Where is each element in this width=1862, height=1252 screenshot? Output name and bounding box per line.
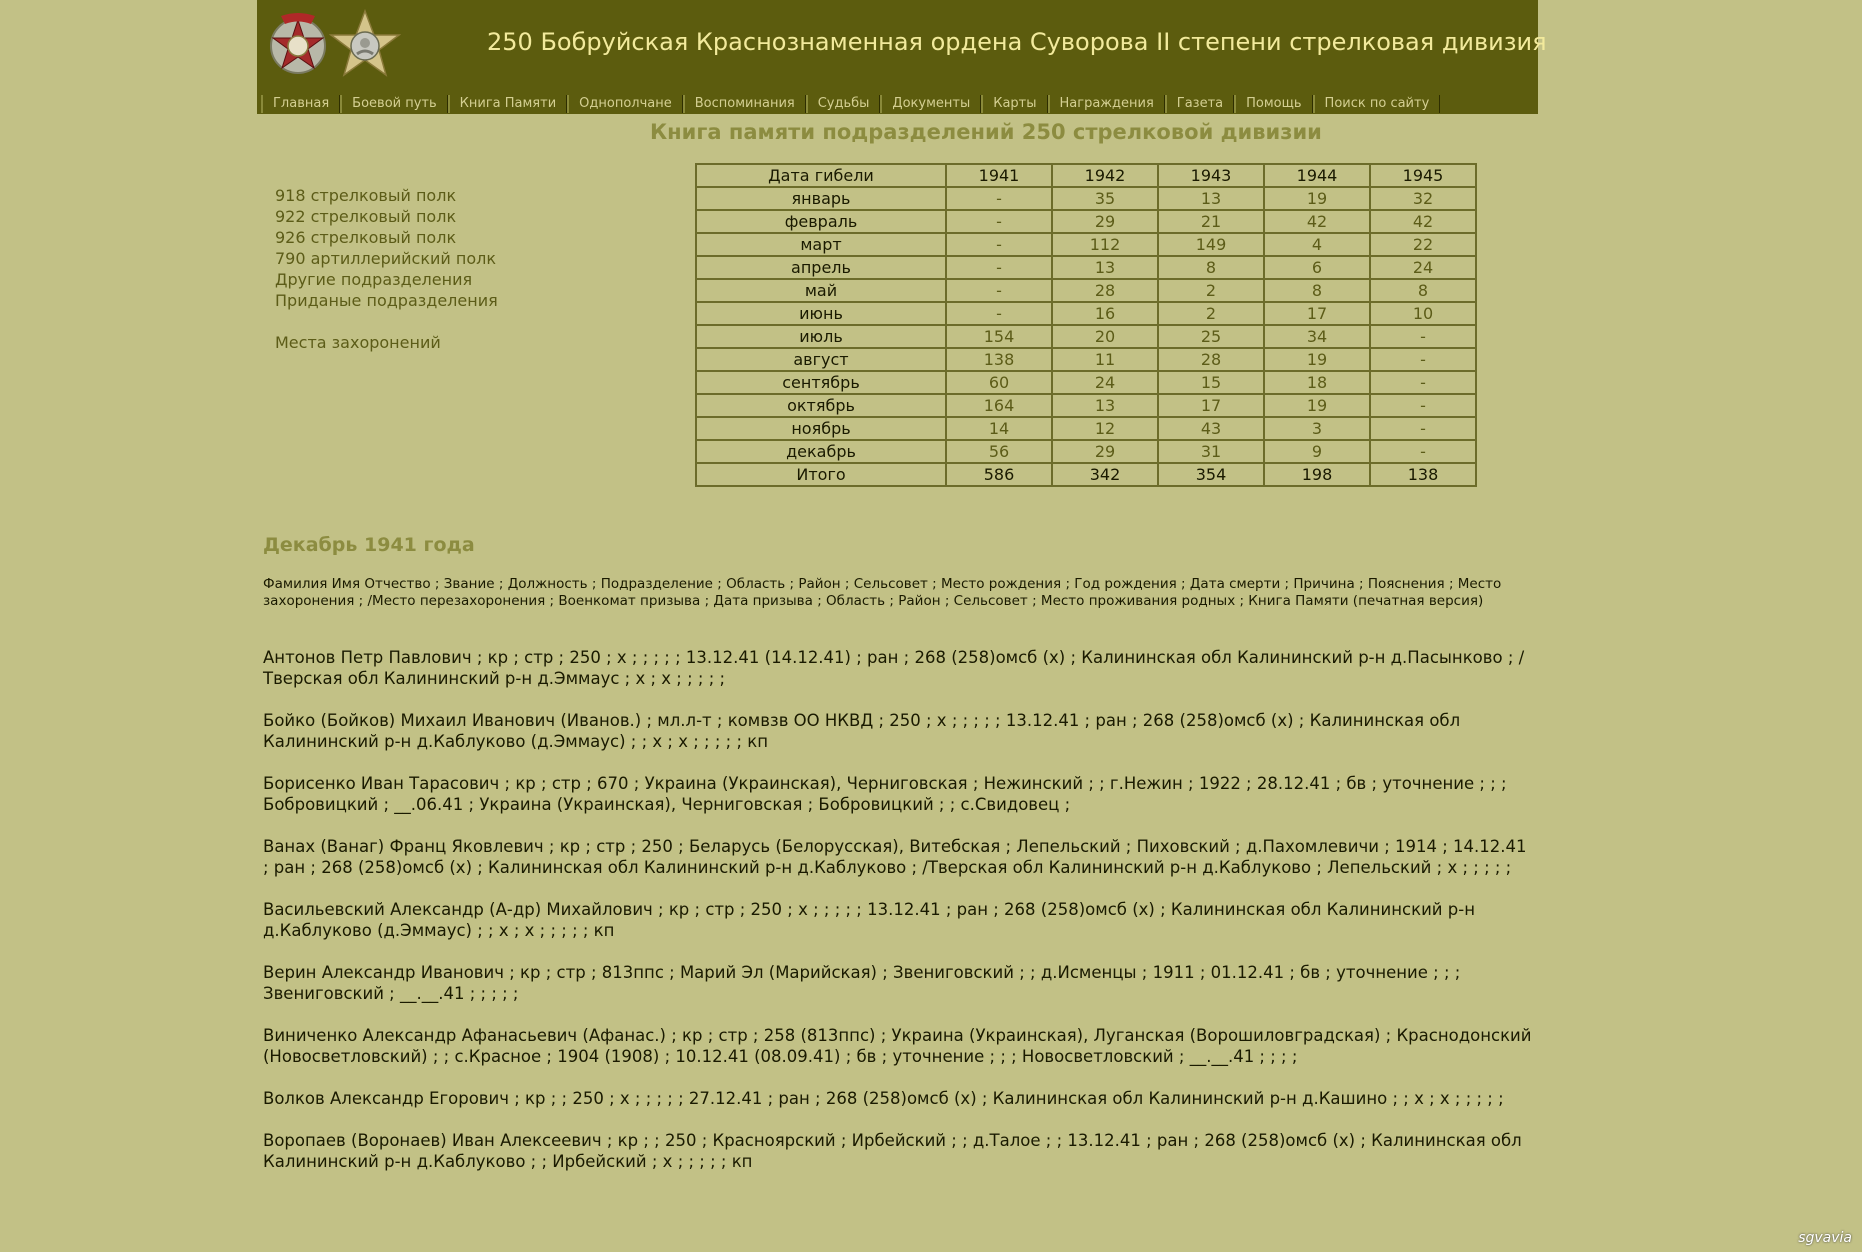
nav-fates[interactable]: Судьбы [806, 95, 881, 113]
table-row [696, 394, 1476, 417]
loss-count-cell: 31 [1158, 440, 1264, 463]
loss-count-cell: 8 [1264, 279, 1370, 302]
table-body [696, 187, 1476, 486]
month-cell: ноябрь [696, 417, 946, 440]
record-entry: Ванах (Ванаг) Франц Яковлевич ; кр ; стр ; 250 ; Беларусь (Белорусская), Витебская ; Лепельский ; Пиховский ; д.Пахомлевичи ; 1914 ; 14.12.41 ; ран ; 268 (258)омсб (х) ; Калининская обл Калининский р-н д.Каблуково ; /Тверская обл Калининский р-н д.Каблуково ; Лепельский ; х ; ; ; ; ; [263, 837, 1527, 877]
sidebar-spacer [275, 311, 498, 332]
loss-count-cell: 42 [1264, 210, 1370, 233]
loss-count-cell: 149 [1158, 233, 1264, 256]
loss-count-cell: 35 [1052, 187, 1158, 210]
table-header-row [696, 164, 1476, 187]
loss-count-cell: 19 [1264, 394, 1370, 417]
section-heading: Декабрь 1941 года [263, 534, 475, 556]
loss-count-cell: 19 [1264, 348, 1370, 371]
loss-count-cell: 17 [1158, 394, 1264, 417]
loss-count-cell: - [1370, 394, 1476, 417]
loss-count-cell: 2 [1158, 279, 1264, 302]
total-label: Итого [696, 463, 946, 486]
nav-memoirs[interactable]: Воспоминания [683, 95, 806, 113]
record-entry: Волков Александр Егорович ; кр ; ; 250 ; х ; ; ; ; ; 27.12.41 ; ран ; 268 (258)омсб (х) ; Калининская обл Калининский р-н д.Кашино ; ; х ; х ; ; ; ; ; [263, 1089, 1504, 1108]
sidebar-item-other-units[interactable]: Другие подразделения [275, 270, 473, 289]
loss-count-cell: - [1370, 325, 1476, 348]
loss-count-cell: 29 [1052, 210, 1158, 233]
loss-count-cell: 32 [1370, 187, 1476, 210]
sidebar-item-926-regiment[interactable]: 926 стрелковый полк [275, 228, 457, 247]
record-entry: Верин Александр Иванович ; кр ; стр ; 813ппс ; Марий Эл (Марийская) ; Звениговский ; ; д.Исменцы ; 1911 ; 01.12.41 ; бв ; уточнение ; ; ; Звениговский ; __.__.41 ; ; ; ; ; [263, 963, 1461, 1003]
loss-count-cell: - [946, 256, 1052, 279]
loss-count-cell: 8 [1370, 279, 1476, 302]
records-list [263, 647, 1535, 1193]
columns-caption: Фамилия Имя Отчество ; Звание ; Должность ; Подразделение ; Область ; Район ; Сельсовет ; Место рождения ; Год рождения ; Дата смерти ; Причина ; Пояснения ; Место захоронения ; /Место перезахоронения ; Военкомат призыва ; Дата призыва ; Область ; Район ; Сельсовет ; Место проживания родных ; Книга Памяти (печатная версия) [263, 576, 1502, 609]
table-row [696, 256, 1476, 279]
sidebar [275, 185, 498, 353]
loss-count-cell: 24 [1052, 371, 1158, 394]
table-row [696, 210, 1476, 233]
loss-count-cell: 21 [1158, 210, 1264, 233]
loss-count-cell: 20 [1052, 325, 1158, 348]
nav-help[interactable]: Помощь [1234, 95, 1312, 113]
month-cell: октябрь [696, 394, 946, 417]
total-cell: 586 [946, 463, 1052, 486]
column-header: 1943 [1158, 164, 1264, 187]
loss-count-cell: - [946, 233, 1052, 256]
loss-count-cell: 28 [1158, 348, 1264, 371]
nav-combat-path[interactable]: Боевой путь [340, 95, 448, 113]
month-cell: июнь [696, 302, 946, 325]
table-row [696, 233, 1476, 256]
month-cell: январь [696, 187, 946, 210]
loss-count-cell: 18 [1264, 371, 1370, 394]
loss-count-cell: - [946, 279, 1052, 302]
page-title: Книга памяти подразделений 250 стрелковой дивизии [650, 120, 1322, 144]
loss-count-cell: 15 [1158, 371, 1264, 394]
loss-count-cell: 24 [1370, 256, 1476, 279]
month-cell: март [696, 233, 946, 256]
total-cell: 342 [1052, 463, 1158, 486]
loss-count-cell: 11 [1052, 348, 1158, 371]
sidebar-item-918-regiment[interactable]: 918 стрелковый полк [275, 186, 457, 205]
sidebar-item-790-artillery[interactable]: 790 артиллерийский полк [275, 249, 497, 268]
record-entry: Виниченко Александр Афанасьевич (Афанас.) ; кр ; стр ; 258 (813ппс) ; Украина (Украинская), Луганская (Ворошиловградская) ; Краснодонский (Новосветловский) ; ; с.Красное ; 1904 (1908) ; 10.12.41 (08.09.41) ; бв ; уточнение ; ; ; Новосветловский ; __.__.41 ; ; ; ; [263, 1026, 1532, 1066]
loss-count-cell: 19 [1264, 187, 1370, 210]
order-of-red-banner-icon [267, 8, 329, 82]
record-entry: Борисенко Иван Тарасович ; кр ; стр ; 670 ; Украина (Украинская), Черниговская ; Нежинский ; ; г.Нежин ; 1922 ; 28.12.41 ; бв ; уточнение ; ; ; Бобровицкий ; __.06.41 ; Украина (Украинская), Черниговская ; Бобровицкий ; ; с.Свидовец ; [263, 774, 1507, 814]
loss-count-cell: - [946, 187, 1052, 210]
column-header: 1942 [1052, 164, 1158, 187]
table-row [696, 440, 1476, 463]
month-cell: июль [696, 325, 946, 348]
order-of-suvorov-icon [329, 8, 401, 84]
record-entry: Антонов Петр Павлович ; кр ; стр ; 250 ; х ; ; ; ; ; 13.12.41 (14.12.41) ; ран ; 268 (258)омсб (х) ; Калининская обл Калининский р-н д.Пасынково ; /Тверская обл Калининский р-н д.Эммаус ; х ; х ; ; ; ; ; [263, 648, 1525, 688]
record-entry: Васильевский Александр (А-др) Михайлович ; кр ; стр ; 250 ; х ; ; ; ; ; 13.12.41 ; ран ; 268 (258)омсб (х) ; Калининская обл Калининский р-н д.Каблуково (д.Эммаус) ; ; х ; х ; ; ; ; ; кп [263, 900, 1475, 940]
record-entry: Бойко (Бойков) Михаил Иванович (Иванов.) ; мл.л-т ; комвзв ОО НКВД ; 250 ; х ; ; ; ; ; 13.12.41 ; ран ; 268 (258)омсб (х) ; Калининская обл Калининский р-н д.Каблуково (д.Эммаус) ; ; х ; х ; ; ; ; ; кп [263, 711, 1461, 751]
table-row [696, 302, 1476, 325]
column-header: Дата гибели [696, 164, 946, 187]
site-title: 250 Бобруйская Краснознаменная ордена Суворова II степени стрелковая дивизия [487, 28, 1547, 56]
table-row [696, 348, 1476, 371]
watermark: sgvavia [1798, 1230, 1852, 1246]
loss-count-cell: 17 [1264, 302, 1370, 325]
loss-count-cell: 4 [1264, 233, 1370, 256]
loss-count-cell: 25 [1158, 325, 1264, 348]
sidebar-item-attached-units[interactable]: Приданые подразделения [275, 291, 498, 310]
nav-home[interactable]: Главная [261, 95, 340, 113]
main-nav [257, 94, 1538, 114]
loss-count-cell: 154 [946, 325, 1052, 348]
loss-count-cell: 60 [946, 371, 1052, 394]
month-cell: декабрь [696, 440, 946, 463]
loss-count-cell: 29 [1052, 440, 1158, 463]
month-cell: февраль [696, 210, 946, 233]
table-row [696, 187, 1476, 210]
table-total-row [696, 463, 1476, 486]
loss-count-cell: - [1370, 417, 1476, 440]
loss-count-cell: 2 [1158, 302, 1264, 325]
table-row [696, 417, 1476, 440]
loss-count-cell: - [1370, 440, 1476, 463]
sidebar-item-922-regiment[interactable]: 922 стрелковый полк [275, 207, 457, 226]
nav-site-search[interactable]: Поиск по сайту [1313, 95, 1441, 113]
loss-count-cell: 13 [1052, 256, 1158, 279]
loss-count-cell: 14 [946, 417, 1052, 440]
loss-count-cell: 43 [1158, 417, 1264, 440]
month-cell: сентябрь [696, 371, 946, 394]
nav-comrades[interactable]: Однополчане [567, 95, 683, 113]
total-cell: 198 [1264, 463, 1370, 486]
table-row [696, 325, 1476, 348]
sidebar-item-burial-places[interactable]: Места захоронений [275, 333, 441, 352]
total-cell: 138 [1370, 463, 1476, 486]
loss-count-cell: 164 [946, 394, 1052, 417]
loss-count-cell: 13 [1158, 187, 1264, 210]
table-row [696, 371, 1476, 394]
nav-awards[interactable]: Награждения [1048, 95, 1165, 113]
loss-count-cell: 3 [1264, 417, 1370, 440]
column-header: 1945 [1370, 164, 1476, 187]
site-header [257, 0, 1547, 114]
column-header: 1941 [946, 164, 1052, 187]
loss-count-cell: 138 [946, 348, 1052, 371]
loss-count-cell: 28 [1052, 279, 1158, 302]
loss-count-cell: - [1370, 348, 1476, 371]
loss-count-cell: 56 [946, 440, 1052, 463]
loss-count-cell: 6 [1264, 256, 1370, 279]
column-header: 1944 [1264, 164, 1370, 187]
month-cell: май [696, 279, 946, 302]
loss-count-cell: - [1370, 371, 1476, 394]
loss-count-cell: 13 [1052, 394, 1158, 417]
nav-documents[interactable]: Документы [880, 95, 981, 113]
loss-count-cell: 8 [1158, 256, 1264, 279]
loss-count-cell: 9 [1264, 440, 1370, 463]
loss-count-cell: - [946, 210, 1052, 233]
loss-count-cell: 42 [1370, 210, 1476, 233]
month-cell: апрель [696, 256, 946, 279]
loss-count-cell: - [946, 302, 1052, 325]
loss-count-cell: 12 [1052, 417, 1158, 440]
nav-book-of-memory[interactable]: Книга Памяти [448, 95, 568, 113]
loss-count-cell: 34 [1264, 325, 1370, 348]
nav-newspaper[interactable]: Газета [1165, 95, 1234, 113]
banner [257, 0, 1547, 90]
loss-count-cell: 112 [1052, 233, 1158, 256]
table-row [696, 279, 1476, 302]
loss-count-cell: 10 [1370, 302, 1476, 325]
nav-maps[interactable]: Карты [981, 95, 1047, 113]
month-cell: август [696, 348, 946, 371]
loss-count-cell: 22 [1370, 233, 1476, 256]
total-cell: 354 [1158, 463, 1264, 486]
loss-count-cell: 16 [1052, 302, 1158, 325]
losses-table [695, 163, 1477, 487]
record-entry: Воропаев (Воронаев) Иван Алексеевич ; кр ; ; 250 ; Красноярский ; Ирбейский ; ; д.Талое ; ; 13.12.41 ; ран ; 268 (258)омсб (х) ; Калининская обл Калининский р-н д.Каблуково ; ; Ирбейский ; х ; ; ; ; ; кп [263, 1131, 1522, 1171]
